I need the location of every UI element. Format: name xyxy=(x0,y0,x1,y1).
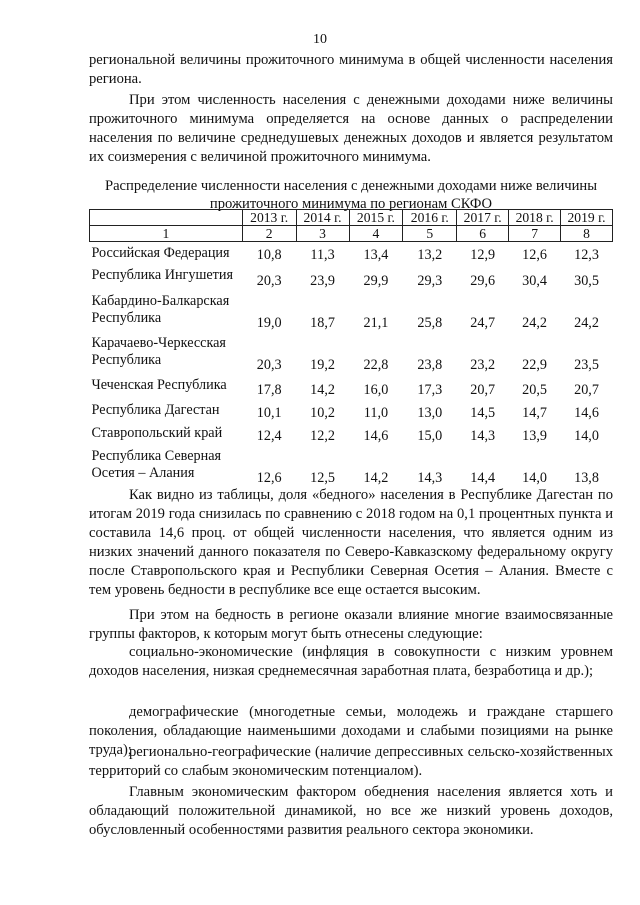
page-number: 10 xyxy=(313,32,327,47)
table-cell: 10,2 xyxy=(310,404,335,421)
table-cell: 22,8 xyxy=(363,356,389,373)
table-cell: 14,3 xyxy=(417,469,443,486)
table-row xyxy=(90,242,613,264)
table-cell: 14,6 xyxy=(363,427,389,444)
table-cell: 15,0 xyxy=(417,427,443,444)
table-cell: 12,5 xyxy=(310,469,335,486)
table-cell: 25,8 xyxy=(417,314,443,331)
table-column-number-row xyxy=(90,226,613,242)
table-cell: 12,6 xyxy=(522,246,547,263)
table-row-region: Республика Ингушетия xyxy=(91,266,234,283)
table-column-number: 2 xyxy=(242,226,296,242)
table-header-year: 2017 г. xyxy=(457,210,509,226)
table-cell: 20,3 xyxy=(256,356,282,373)
table-header-cell-empty xyxy=(90,210,243,226)
table-column-number: 5 xyxy=(403,226,457,242)
table-cell: 13,4 xyxy=(363,246,389,263)
table-row xyxy=(90,332,613,374)
table-header-year: 2015 г. xyxy=(349,210,403,226)
paragraph-socio-economic: социально-экономические (инфляция в совокупности с низким уровнем доходов населения, низкая среднемесячная заработная плата, безработица и др.); xyxy=(89,644,613,679)
table-cell: 23,2 xyxy=(470,356,496,373)
table-cell: 19,2 xyxy=(310,356,335,373)
table-cell: 24,2 xyxy=(522,314,547,331)
table-cell: 20,7 xyxy=(470,381,496,398)
table-header-year: 2018 г. xyxy=(509,210,561,226)
table-cell: 30,4 xyxy=(522,272,547,289)
table-cell: 14,7 xyxy=(522,404,547,421)
table-row-region: Республика Северная Осетия – Алания xyxy=(91,447,222,481)
table-cell: 20,5 xyxy=(522,381,547,398)
table-cell: 13,0 xyxy=(417,404,443,421)
table-cell: 20,7 xyxy=(574,381,599,398)
table-cell: 12,9 xyxy=(470,246,496,263)
table-cell: 24,2 xyxy=(574,314,599,331)
table-cell: 12,6 xyxy=(256,469,282,486)
table-cell: 14,2 xyxy=(363,469,389,486)
table-cell: 13,2 xyxy=(417,246,443,263)
table-header-year: 2019 г. xyxy=(561,210,613,226)
table-cell: 30,5 xyxy=(574,272,599,289)
table-row xyxy=(90,290,613,332)
table-cell: 21,1 xyxy=(363,314,389,331)
table-row-region: Карачаево-Черкесская Республика xyxy=(91,334,226,368)
table-cell: 14,5 xyxy=(470,404,496,421)
table-row-region: Российская Федерация xyxy=(91,245,230,261)
table-cell: 14,0 xyxy=(522,469,547,486)
table-column-number: 8 xyxy=(561,226,613,242)
table-cell: 14,3 xyxy=(470,427,496,444)
table-cell: 23,5 xyxy=(574,356,599,373)
table-cell: 17,8 xyxy=(256,381,282,398)
table-header-year: 2014 г. xyxy=(296,210,349,226)
table-row xyxy=(90,445,613,487)
table-row-region: Чеченская Республика xyxy=(91,376,227,393)
paragraph-population-definition: При этом численность населения с денежными доходами ниже величины прожиточного минимума определяется на основе данных о распределении населения по величине среднедушевых денежных доходов и является результатом их соизмерения с величиной прожиточного минимума. xyxy=(89,92,613,165)
paragraph-regional-geographic: регионально-географические (наличие депрессивных сельско-хозяйственных территорий со слабым экономическим потенциалом). xyxy=(89,744,613,779)
table-row-region: Ставропольский край xyxy=(91,424,223,441)
table-cell: 23,9 xyxy=(310,272,335,289)
table-cell: 17,3 xyxy=(417,381,443,398)
table-column-number: 3 xyxy=(296,226,349,242)
table-cell: 13,9 xyxy=(522,427,547,444)
table-cell: 10,8 xyxy=(256,246,282,263)
table-cell: 10,1 xyxy=(256,404,282,421)
paragraph-factor-groups: При этом на бедность в регионе оказали влияние многие взаимосвязанные группы факторов, к которым могут быть отнесены следующие: xyxy=(89,607,613,642)
table-column-number: 7 xyxy=(509,226,561,242)
table-column-number: 4 xyxy=(349,226,403,242)
table-cell: 23,8 xyxy=(417,356,443,373)
table-caption: Распределение численности населения с денежными доходами ниже величины прожиточного минимума по регионам СКФО xyxy=(104,178,598,212)
table-row xyxy=(90,422,613,445)
paragraph-intro-continuation: региональной величины прожиточного минимума в общей численности населения региона. xyxy=(89,52,613,87)
table-row xyxy=(90,399,613,422)
table-cell: 14,0 xyxy=(574,427,599,444)
table-column-number: 1 xyxy=(90,226,243,242)
table-header-row xyxy=(90,210,613,226)
table-cell: 16,0 xyxy=(363,381,389,398)
table-cell: 13,8 xyxy=(574,469,599,486)
table-cell: 29,9 xyxy=(363,272,389,289)
table-cell: 29,6 xyxy=(470,272,496,289)
table-row-region: Республика Дагестан xyxy=(91,401,220,418)
paragraph-main-factor: Главным экономическим фактором обеднения населения является хоть и обладающий положительной динамикой, но все же низкий уровень доходов, обусловленный особенностями развития реального сектора экономики. xyxy=(89,784,613,838)
table-cell: 20,3 xyxy=(256,272,282,289)
table-cell: 11,3 xyxy=(310,246,335,263)
table-column-number: 6 xyxy=(457,226,509,242)
poverty-table xyxy=(89,209,613,487)
table-cell: 29,3 xyxy=(417,272,443,289)
table-cell: 12,2 xyxy=(310,427,335,444)
table-cell: 11,0 xyxy=(363,404,389,421)
paragraph-demographic: демографические (многодетные семьи, молодежь и граждане старшего поколения, обладающие наименьшими доходами и слабыми позициями на рынке труда); xyxy=(89,704,613,758)
table-cell: 12,3 xyxy=(574,246,599,263)
table-cell: 14,6 xyxy=(574,404,599,421)
table-row-region: Кабардино-Балкарская Республика xyxy=(91,292,230,326)
table-cell: 22,9 xyxy=(522,356,547,373)
table-cell: 14,4 xyxy=(470,469,496,486)
table-cell: 19,0 xyxy=(256,314,282,331)
table-header-year: 2013 г. xyxy=(242,210,296,226)
table-cell: 18,7 xyxy=(310,314,335,331)
table-header-year: 2016 г. xyxy=(403,210,457,226)
table-cell: 24,7 xyxy=(470,314,496,331)
table-row xyxy=(90,264,613,290)
table-cell: 14,2 xyxy=(310,381,335,398)
table-row xyxy=(90,374,613,399)
paragraph-dagestan-analysis: Как видно из таблицы, доля «бедного» населения в Республике Дагестан по итогам 2019 года снизилась по сравнению с 2018 годом на 0,1 процентных пункта и составила 14,6 проц. от общей численности населения, что является одним из низких значений данного показателя по Северо-Кавказскому федеральному округу после Ставропольского края и Республики Северная Осетия – Алания. Вместе с тем уровень бедности в республике все еще остается высоким. xyxy=(89,487,613,598)
table-cell: 12,4 xyxy=(256,427,282,444)
